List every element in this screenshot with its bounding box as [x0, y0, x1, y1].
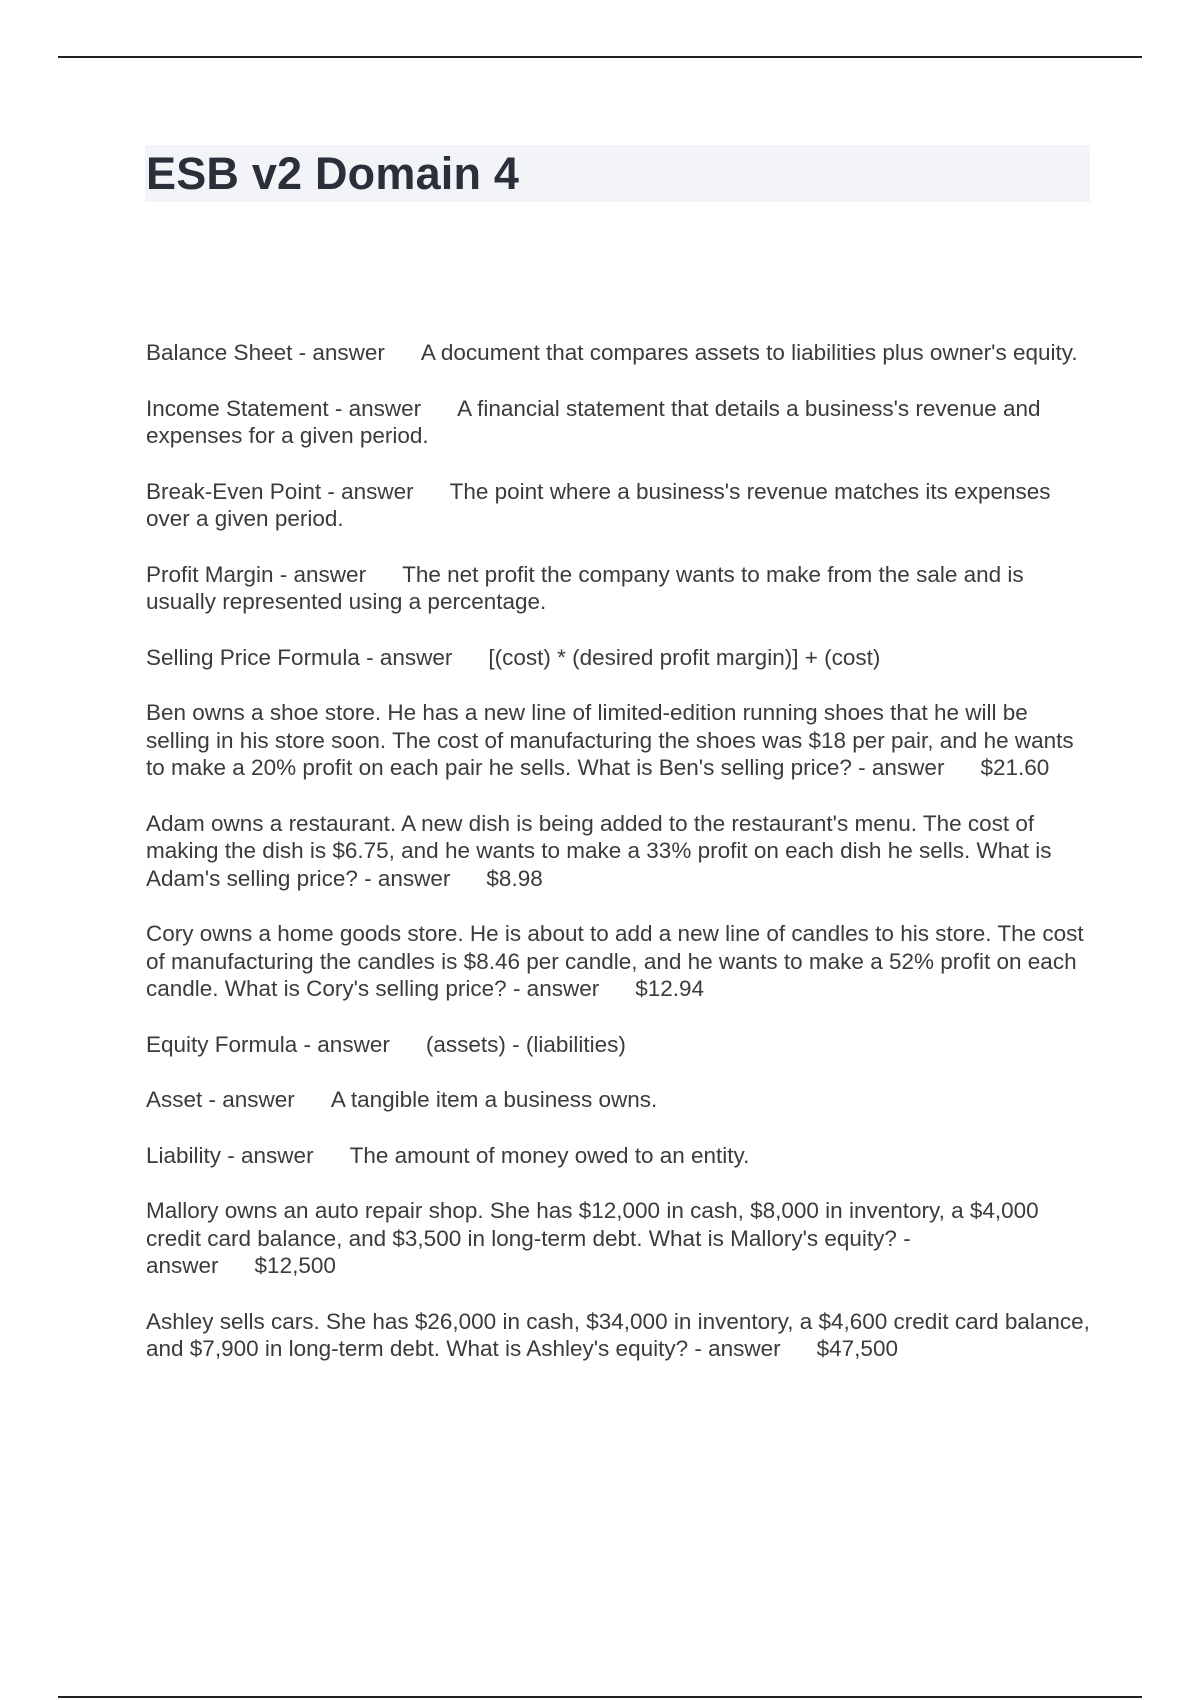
qa-answer: $21.60	[980, 755, 1050, 780]
qa-answer: [(cost) * (desired profit margin)] + (cost)	[488, 644, 881, 670]
qa-prompt: Balance Sheet - answer	[146, 340, 385, 365]
qa-prompt: Ashley sells cars. She has $26,000 in cash, $34,000 in inventory, a $4,600 credit card balance, and $7,900 in long-term debt. What is Ashley's equity? - answer	[146, 1308, 1090, 1361]
top-rule	[58, 56, 1142, 58]
qa-prompt: Mallory owns an auto repair shop. She has $12,000 in cash, $8,000 in inventory, a $4,000 credit card balance, and $3,500 in long-term debt. What is Mallory's equity? - answer	[146, 1198, 1039, 1278]
qa-prompt: Income Statement - answer	[146, 395, 422, 421]
qa-answer: $47,500	[816, 1336, 898, 1361]
page-title: ESB v2 Domain 4	[146, 148, 520, 199]
qa-prompt: Adam owns a restaurant. A new dish is being added to the restaurant's menu. The cost of making the dish is $6.75, and he wants to make a 33% profit on each dish he sells. What is Adam's selling price? - answer	[146, 810, 1052, 891]
qa-item	[146, 1086, 1091, 1114]
qa-answer: $12,500	[254, 1253, 336, 1278]
qa-answer: (assets) - (liabilities)	[425, 1031, 626, 1057]
qa-item	[146, 395, 1091, 450]
qa-item	[146, 1142, 1091, 1170]
qa-answer: $12.94	[635, 976, 705, 1001]
qa-prompt: Selling Price Formula - answer	[146, 644, 453, 670]
qa-item	[146, 1308, 1091, 1363]
qa-prompt: Cory owns a home goods store. He is about to add a new line of candles to his store. The cost of manufacturing the candles is $8.46 per candle, and he wants to make a 52% profit on each candle. What is Cory's selling price? - answer	[146, 921, 1084, 1001]
qa-item	[146, 339, 1091, 367]
qa-answer: A document that compares assets to liabilities plus owner's equity.	[420, 340, 1078, 365]
qa-item	[146, 810, 1091, 893]
qa-prompt: Ben owns a shoe store. He has a new line of limited-edition running shoes that he will be selling in his store soon. The cost of manufacturing the shoes was $18 per pair, and he wants to make a 20% profit on each pair he sells. What is Ben's selling price? - answer	[146, 700, 1074, 780]
qa-item	[146, 920, 1091, 1003]
qa-answer: A tangible item a business owns.	[330, 1087, 658, 1112]
qa-prompt: Break-Even Point - answer	[146, 478, 414, 504]
qa-answer: The net profit the company wants to make from the sale and is usually represented using a percentage.	[146, 561, 1024, 614]
qa-prompt: Equity Formula - answer	[146, 1031, 390, 1057]
qa-answer: The point where a business's revenue matches its expenses over a given period.	[146, 478, 1051, 531]
qa-prompt: Asset - answer	[146, 1087, 295, 1112]
qa-answer: $8.98	[486, 865, 543, 891]
qa-prompt: Liability - answer	[146, 1142, 314, 1168]
qa-answer: A financial statement that details a business's revenue and expenses for a given period.	[146, 395, 1041, 448]
qa-answer: The amount of money owed to an entity.	[349, 1142, 750, 1168]
qa-item	[146, 478, 1091, 533]
qa-item	[146, 644, 1091, 672]
qa-item	[146, 561, 1091, 616]
qa-item	[146, 699, 1091, 782]
bottom-rule	[58, 1696, 1142, 1698]
qa-item	[146, 1031, 1091, 1059]
qa-list	[146, 339, 1091, 1391]
qa-prompt: Profit Margin - answer	[146, 561, 367, 587]
qa-item	[146, 1197, 1091, 1280]
